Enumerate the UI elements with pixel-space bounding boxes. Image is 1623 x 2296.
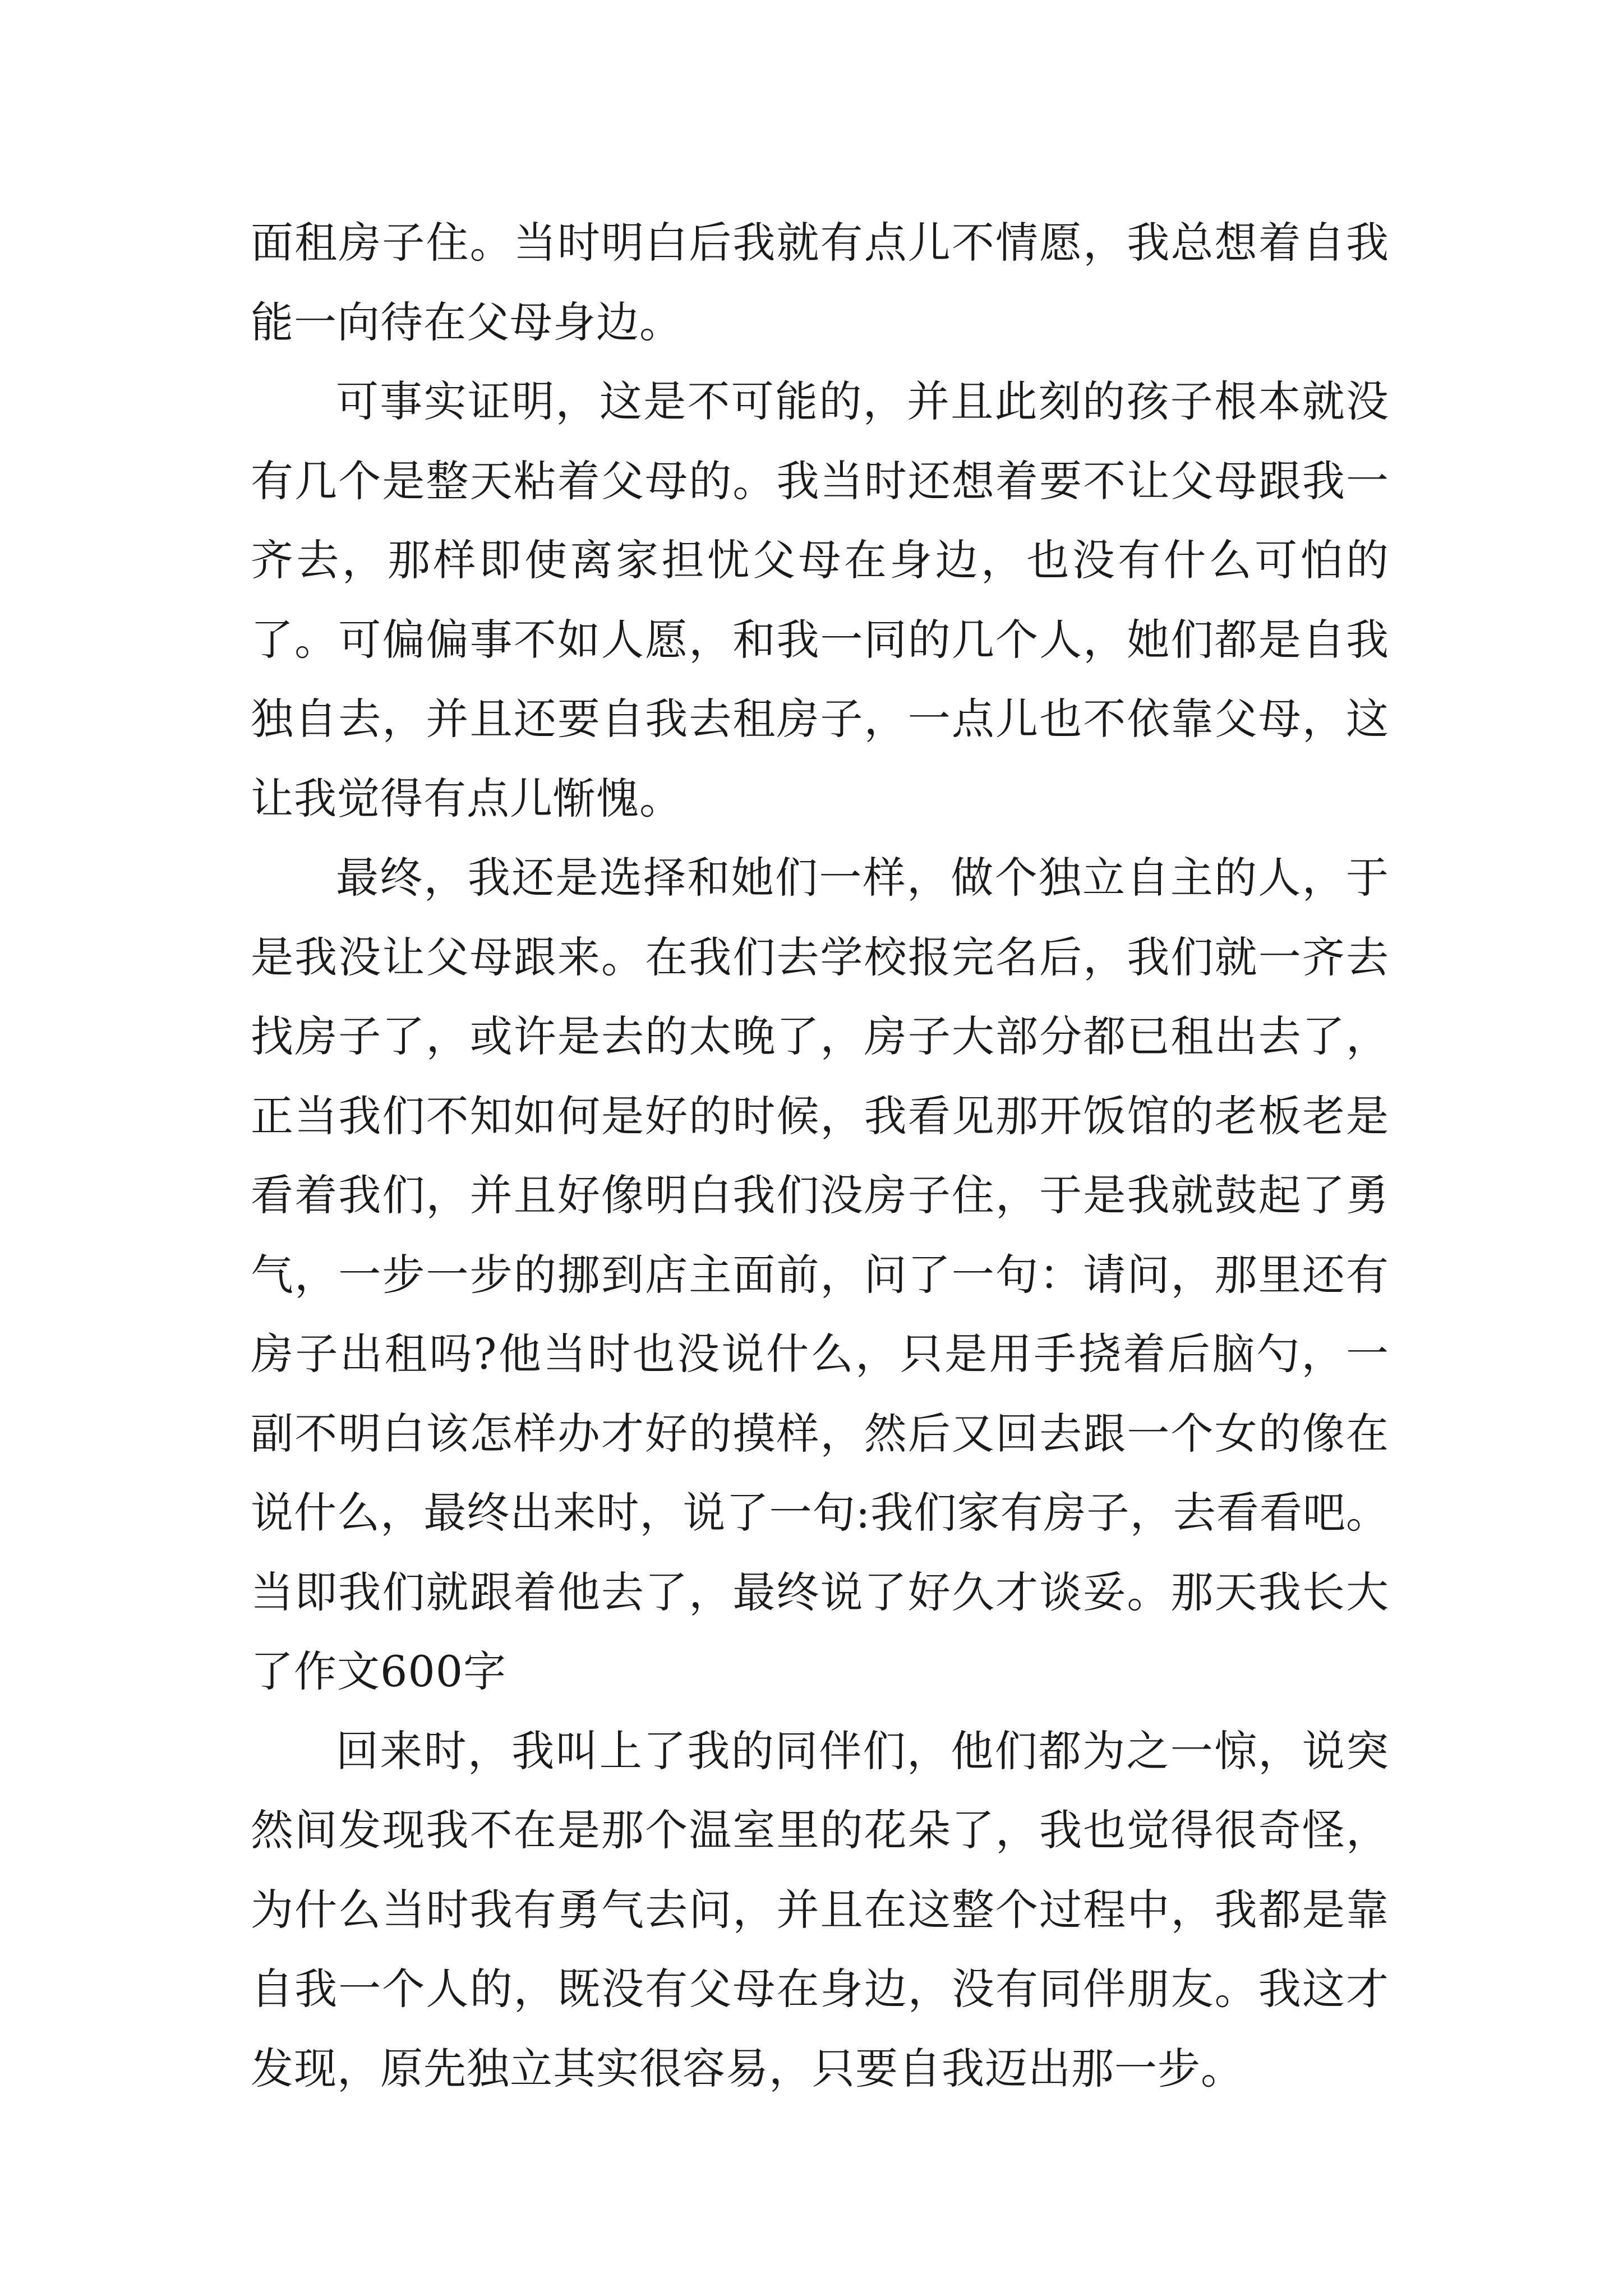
paragraph-3: 最终，我还是选择和她们一样，做个独立自主的人，于是我没让父母跟来。在我们去学校报完名后，我们就一齐去找房子了，或许是去的太晚了，房子大部分都已租出去了，正当我们不知如何是好的时候，我看见那开饭馆的老板老是看着我们，并且好像明白我们没房子住，于是我就鼓起了勇气，一步一步的挪到店主面前，问了一句：请问，那里还有房子出租吗?他当时也没说什么，只是用手挠着后脑勺，一副不明白该怎样办才好的摸样，然后又回去跟一个女的像在说什么，最终出来时，说了一句:我们家有房子，去看看吧。当即我们就跟着他去了，最终说了好久才谈妥。那天我长大了作文600字 [251, 853, 1389, 1696]
paragraph-1: 面租房子住。当时明白后我就有点儿不情愿，我总想着自我能一向待在父母身边。 [251, 218, 1389, 347]
paragraph-2: 可事实证明，这是不可能的，并且此刻的孩子根本就没有几个是整天粘着父母的。我当时还想着要不让父母跟我一齐去，那样即使离家担忧父母在身边，也没有什么可怕的了。可偏偏事不如人愿，和我一同的几个人，她们都是自我独自去，并且还要自我去租房子，一点儿也不依靠父母，这让我觉得有点儿惭愧。 [251, 376, 1389, 823]
paragraph-4: 回来时，我叫上了我的同伴们，他们都为之一惊，说突然间发现我不在是那个温室里的花朵了，我也觉得很奇怪，为什么当时我有勇气去问，并且在这整个过程中，我都是靠自我一个人的，既没有父母在身边，没有同伴朋友。我这才发现，原先独立其实很容易，只要自我迈出那一步。 [251, 1726, 1389, 2093]
document-body [251, 203, 1389, 2108]
